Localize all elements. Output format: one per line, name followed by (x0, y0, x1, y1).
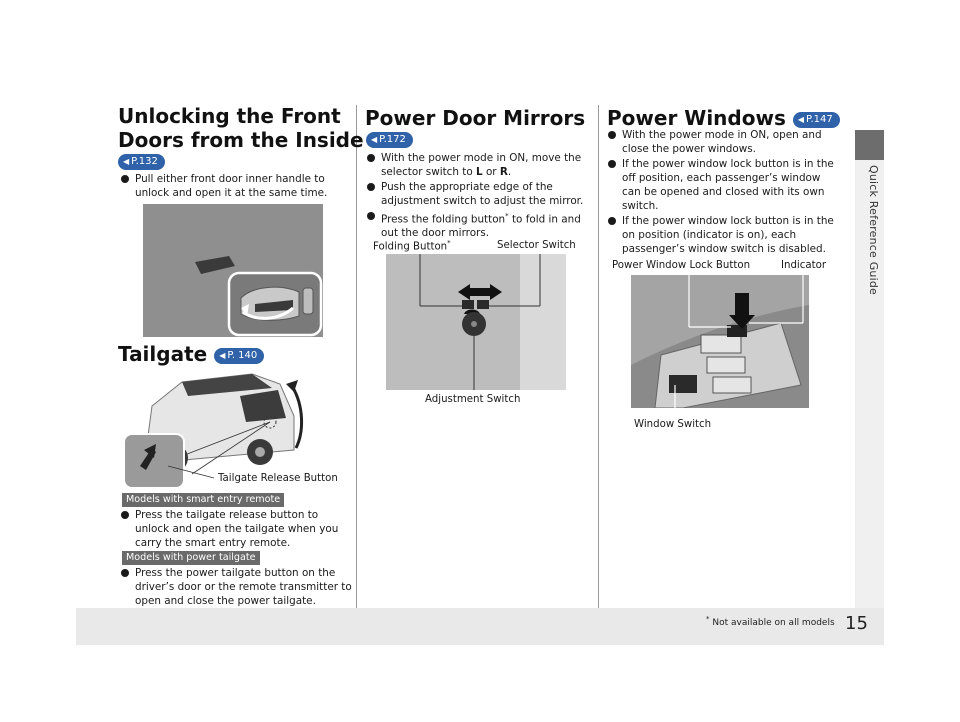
windows-page-ref[interactable] (793, 112, 840, 128)
unlock-page-ref-label: P.132 (131, 156, 158, 167)
selector-l: L (476, 166, 483, 178)
selector-switch-callout: Selector Switch (497, 240, 576, 251)
column-divider (356, 105, 357, 608)
folding-button-label: Folding Button (373, 241, 448, 253)
arrow-icon: ◀ (797, 114, 804, 124)
arrow-icon: ◀ (219, 350, 226, 360)
unlock-bullet: Pull either front door inner handle to unlock and open it at the same time. (120, 172, 345, 200)
unlock-title-line1: Unlocking the Front (118, 104, 341, 128)
mirrors-bullet1-end: . (507, 166, 512, 178)
selector-r: R (499, 166, 508, 178)
footnote-mark: * (706, 615, 710, 623)
arrow-icon: ◀ (123, 157, 130, 166)
folding-button-callout (373, 239, 451, 252)
mirrors-bullet: Push the appropriate edge of the adjustment switch to adjust the mirror. (366, 180, 594, 208)
tailgate-illustration (122, 366, 304, 490)
windows-title-label: Power Windows (607, 106, 786, 130)
mirrors-page-ref[interactable] (366, 132, 413, 148)
unlock-title-line2: Doors from the Inside (118, 128, 364, 152)
adjustment-switch-callout: Adjustment Switch (425, 394, 521, 405)
mirrors-bullets (366, 151, 594, 241)
mirrors-bullet (366, 151, 594, 179)
page-number: 15 (845, 613, 868, 634)
windows-bullet: If the power window lock button is in the off position, each passenger’s window can be opened and closed with its own switch. (607, 157, 835, 213)
footnote-mark: * (505, 212, 509, 220)
tailgate-title-label: Tailgate (118, 342, 208, 366)
tailgate-title (118, 342, 264, 366)
mirrors-title: Power Door Mirrors (365, 106, 586, 130)
unlock-page-ref[interactable] (118, 154, 165, 170)
smart-entry-bullets (120, 508, 350, 551)
arrow-icon: ◀ (371, 135, 378, 144)
mirrors-bullet1-or: or (482, 166, 500, 178)
window-switch-illustration (631, 275, 809, 408)
tailgate-page-ref-label: P. 140 (227, 349, 258, 361)
power-tailgate-bullets (120, 566, 352, 609)
tailgate-page-ref[interactable] (214, 348, 264, 364)
smart-entry-tag: Models with smart entry remote (122, 493, 284, 507)
footnote (706, 615, 835, 628)
windows-page-ref-label: P.147 (805, 113, 833, 125)
mirrors-bullet3-a: Press the folding button (381, 213, 506, 226)
windows-bullet: If the power window lock button is in the on position (indicator is on), each passenger’s window switch is disabled. (607, 214, 835, 256)
unlock-title (118, 104, 364, 152)
mirrors-bullet (366, 209, 594, 240)
smart-entry-bullet: Press the tailgate release button to unlock and open the tailgate when you carry the smart entry remote. (120, 508, 350, 550)
footnote-mark: * (447, 239, 451, 247)
unlock-bullets (120, 172, 345, 201)
mirrors-page-ref-label: P.172 (379, 134, 406, 145)
door-handle-illustration (143, 204, 323, 337)
power-tailgate-tag: Models with power tailgate (122, 551, 260, 565)
windows-bullet: With the power mode in ON, open and close the power windows. (607, 128, 835, 156)
column-divider (598, 105, 599, 608)
window-lock-callout: Power Window Lock Button (612, 260, 751, 271)
power-tailgate-bullet: Press the power tailgate button on the driver’s door or the remote transmitter to open and close the power tailgate. (120, 566, 352, 608)
mirrors-bullet3-b: to fold in and out the door mirrors. (381, 213, 581, 240)
windows-title (607, 106, 840, 130)
sidebar-label: Quick Reference Guide (867, 165, 880, 295)
mirrors-bullet1-text: With the power mode in ON, move the selector switch to (381, 152, 582, 178)
tailgate-release-callout: Tailgate Release Button (218, 473, 338, 484)
mirror-switch-illustration (386, 254, 566, 390)
sidebar-tab (855, 130, 884, 160)
window-switch-callout: Window Switch (634, 419, 712, 430)
indicator-callout: Indicator (781, 260, 827, 271)
windows-bullets (607, 128, 835, 257)
footnote-text: Not available on all models (712, 618, 835, 628)
